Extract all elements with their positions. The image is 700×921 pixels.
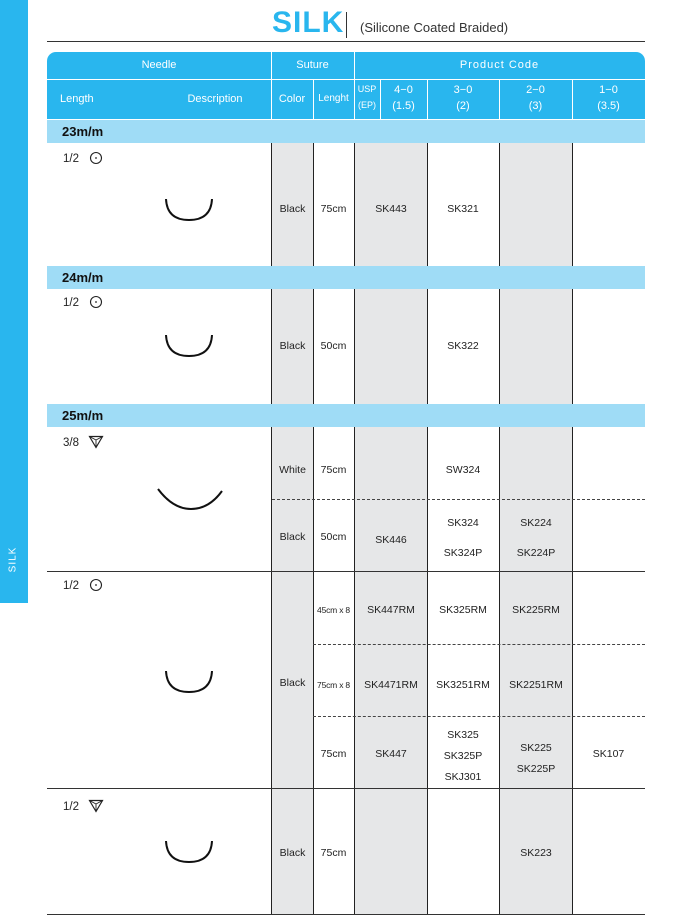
size-ep: (3)	[528, 100, 543, 112]
cutting-point-icon	[88, 435, 104, 449]
product-code: SK443	[375, 203, 407, 215]
product-code: SK321	[447, 203, 479, 215]
section-title: 24m/m	[62, 270, 104, 285]
col-ep: (EP)	[358, 100, 376, 110]
round-point-icon	[89, 151, 103, 165]
col-line	[354, 427, 355, 915]
size-ep: (1.5)	[392, 100, 415, 112]
product-code: SK223	[520, 847, 552, 859]
product-code: SK224 SK224P	[516, 517, 556, 559]
suture-length: 75cm x 8	[317, 680, 350, 690]
group-rule	[47, 788, 645, 789]
product-code: SW324	[445, 464, 481, 476]
product-code: SK447	[375, 748, 407, 760]
section-bar	[47, 404, 645, 427]
code-column-bg	[500, 289, 572, 404]
side-tab-label: SILK	[7, 546, 19, 573]
product-code: SK447RM	[367, 604, 415, 616]
needle-half-curve-icon	[163, 196, 215, 224]
product-code: SK446	[375, 534, 407, 546]
product-code: SK324 SK324P	[443, 517, 483, 559]
suture-color: Black	[279, 531, 306, 543]
needle-length: 3/8	[63, 437, 79, 449]
suture-color: Black	[279, 203, 306, 215]
size-usp: 1−0	[599, 84, 618, 96]
size-usp: 2−0	[526, 84, 545, 96]
section-bar	[47, 266, 645, 289]
needle-length: 1/2	[63, 801, 79, 813]
suture-color: Black	[279, 847, 306, 859]
product-code: SK225RM	[512, 604, 560, 616]
col-line	[427, 427, 428, 915]
col-usp: USP	[357, 84, 377, 94]
code-column-bg	[500, 143, 572, 266]
code-column-bg	[355, 427, 427, 915]
size-usp: 3−0	[453, 84, 473, 96]
col-line	[354, 289, 355, 404]
needle-length: 1/2	[63, 580, 79, 592]
needle-half-curve-icon	[163, 668, 215, 696]
section-bar	[47, 120, 645, 143]
needle-length: 1/2	[63, 153, 79, 165]
row-divider	[313, 716, 645, 717]
suture-length: 45cm x 8	[317, 605, 350, 615]
page-title: SILK	[272, 6, 345, 39]
suture-length: 75cm	[320, 748, 347, 760]
page-subtitle: (Silicone Coated Braided)	[360, 20, 509, 35]
product-code: SK325 SK325P SKJ301	[443, 729, 483, 783]
color-column-bg	[272, 427, 313, 915]
suture-length: 75cm	[320, 203, 347, 215]
col-line	[572, 143, 573, 266]
size-ep: (3.5)	[597, 100, 620, 112]
row-divider	[313, 644, 645, 645]
table-bottom-rule	[47, 914, 645, 915]
col-line	[572, 427, 573, 915]
product-code: SK4471RM	[364, 679, 418, 691]
size-ep: (2)	[456, 100, 470, 112]
col-line	[499, 289, 500, 404]
side-tab	[0, 0, 28, 603]
cutting-point-icon	[88, 799, 104, 813]
col-needle: Needle	[141, 59, 177, 71]
col-line	[499, 427, 500, 915]
col-length: Length	[60, 93, 94, 105]
col-color: Color	[278, 93, 306, 105]
col-description: Description	[187, 93, 243, 105]
header-rule	[47, 79, 645, 80]
suture-length: 50cm	[320, 531, 347, 543]
suture-color: White	[279, 464, 306, 476]
size-usp: 4−0	[394, 84, 413, 96]
suture-length: 75cm	[320, 464, 347, 476]
round-point-icon	[89, 295, 103, 309]
product-code: SK107	[592, 748, 625, 760]
title-rule	[47, 41, 645, 42]
col-line	[313, 427, 314, 915]
col-suture: Suture	[296, 59, 329, 71]
product-code: SK325RM	[439, 604, 487, 616]
product-code: SK225 SK225P	[516, 742, 556, 775]
group-rule	[47, 571, 645, 572]
product-code: SK2251RM	[509, 679, 563, 691]
round-point-icon	[89, 578, 103, 592]
col-lenght: Lenght	[318, 93, 349, 104]
needle-half-curve-icon	[163, 332, 215, 360]
needle-half-curve-icon	[163, 838, 215, 866]
suture-color: Black	[279, 340, 306, 352]
code-column-bg	[500, 427, 572, 915]
needle-3-8-curve-icon	[155, 485, 225, 513]
needle-length: 1/2	[63, 297, 79, 309]
suture-length: 75cm	[320, 847, 347, 859]
code-column-bg	[355, 289, 427, 404]
col-line	[499, 143, 500, 266]
title-divider	[346, 12, 347, 38]
col-line	[271, 427, 272, 915]
suture-length: 50cm	[320, 340, 347, 352]
col-product-code: Product Code	[459, 59, 540, 71]
section-title: 23m/m	[62, 124, 104, 139]
product-code: SK3251RM	[436, 679, 490, 691]
product-code: SK322	[447, 340, 479, 352]
col-line	[572, 289, 573, 404]
section-title: 25m/m	[62, 408, 104, 423]
suture-color: Black	[279, 677, 306, 689]
row-divider	[272, 499, 645, 500]
